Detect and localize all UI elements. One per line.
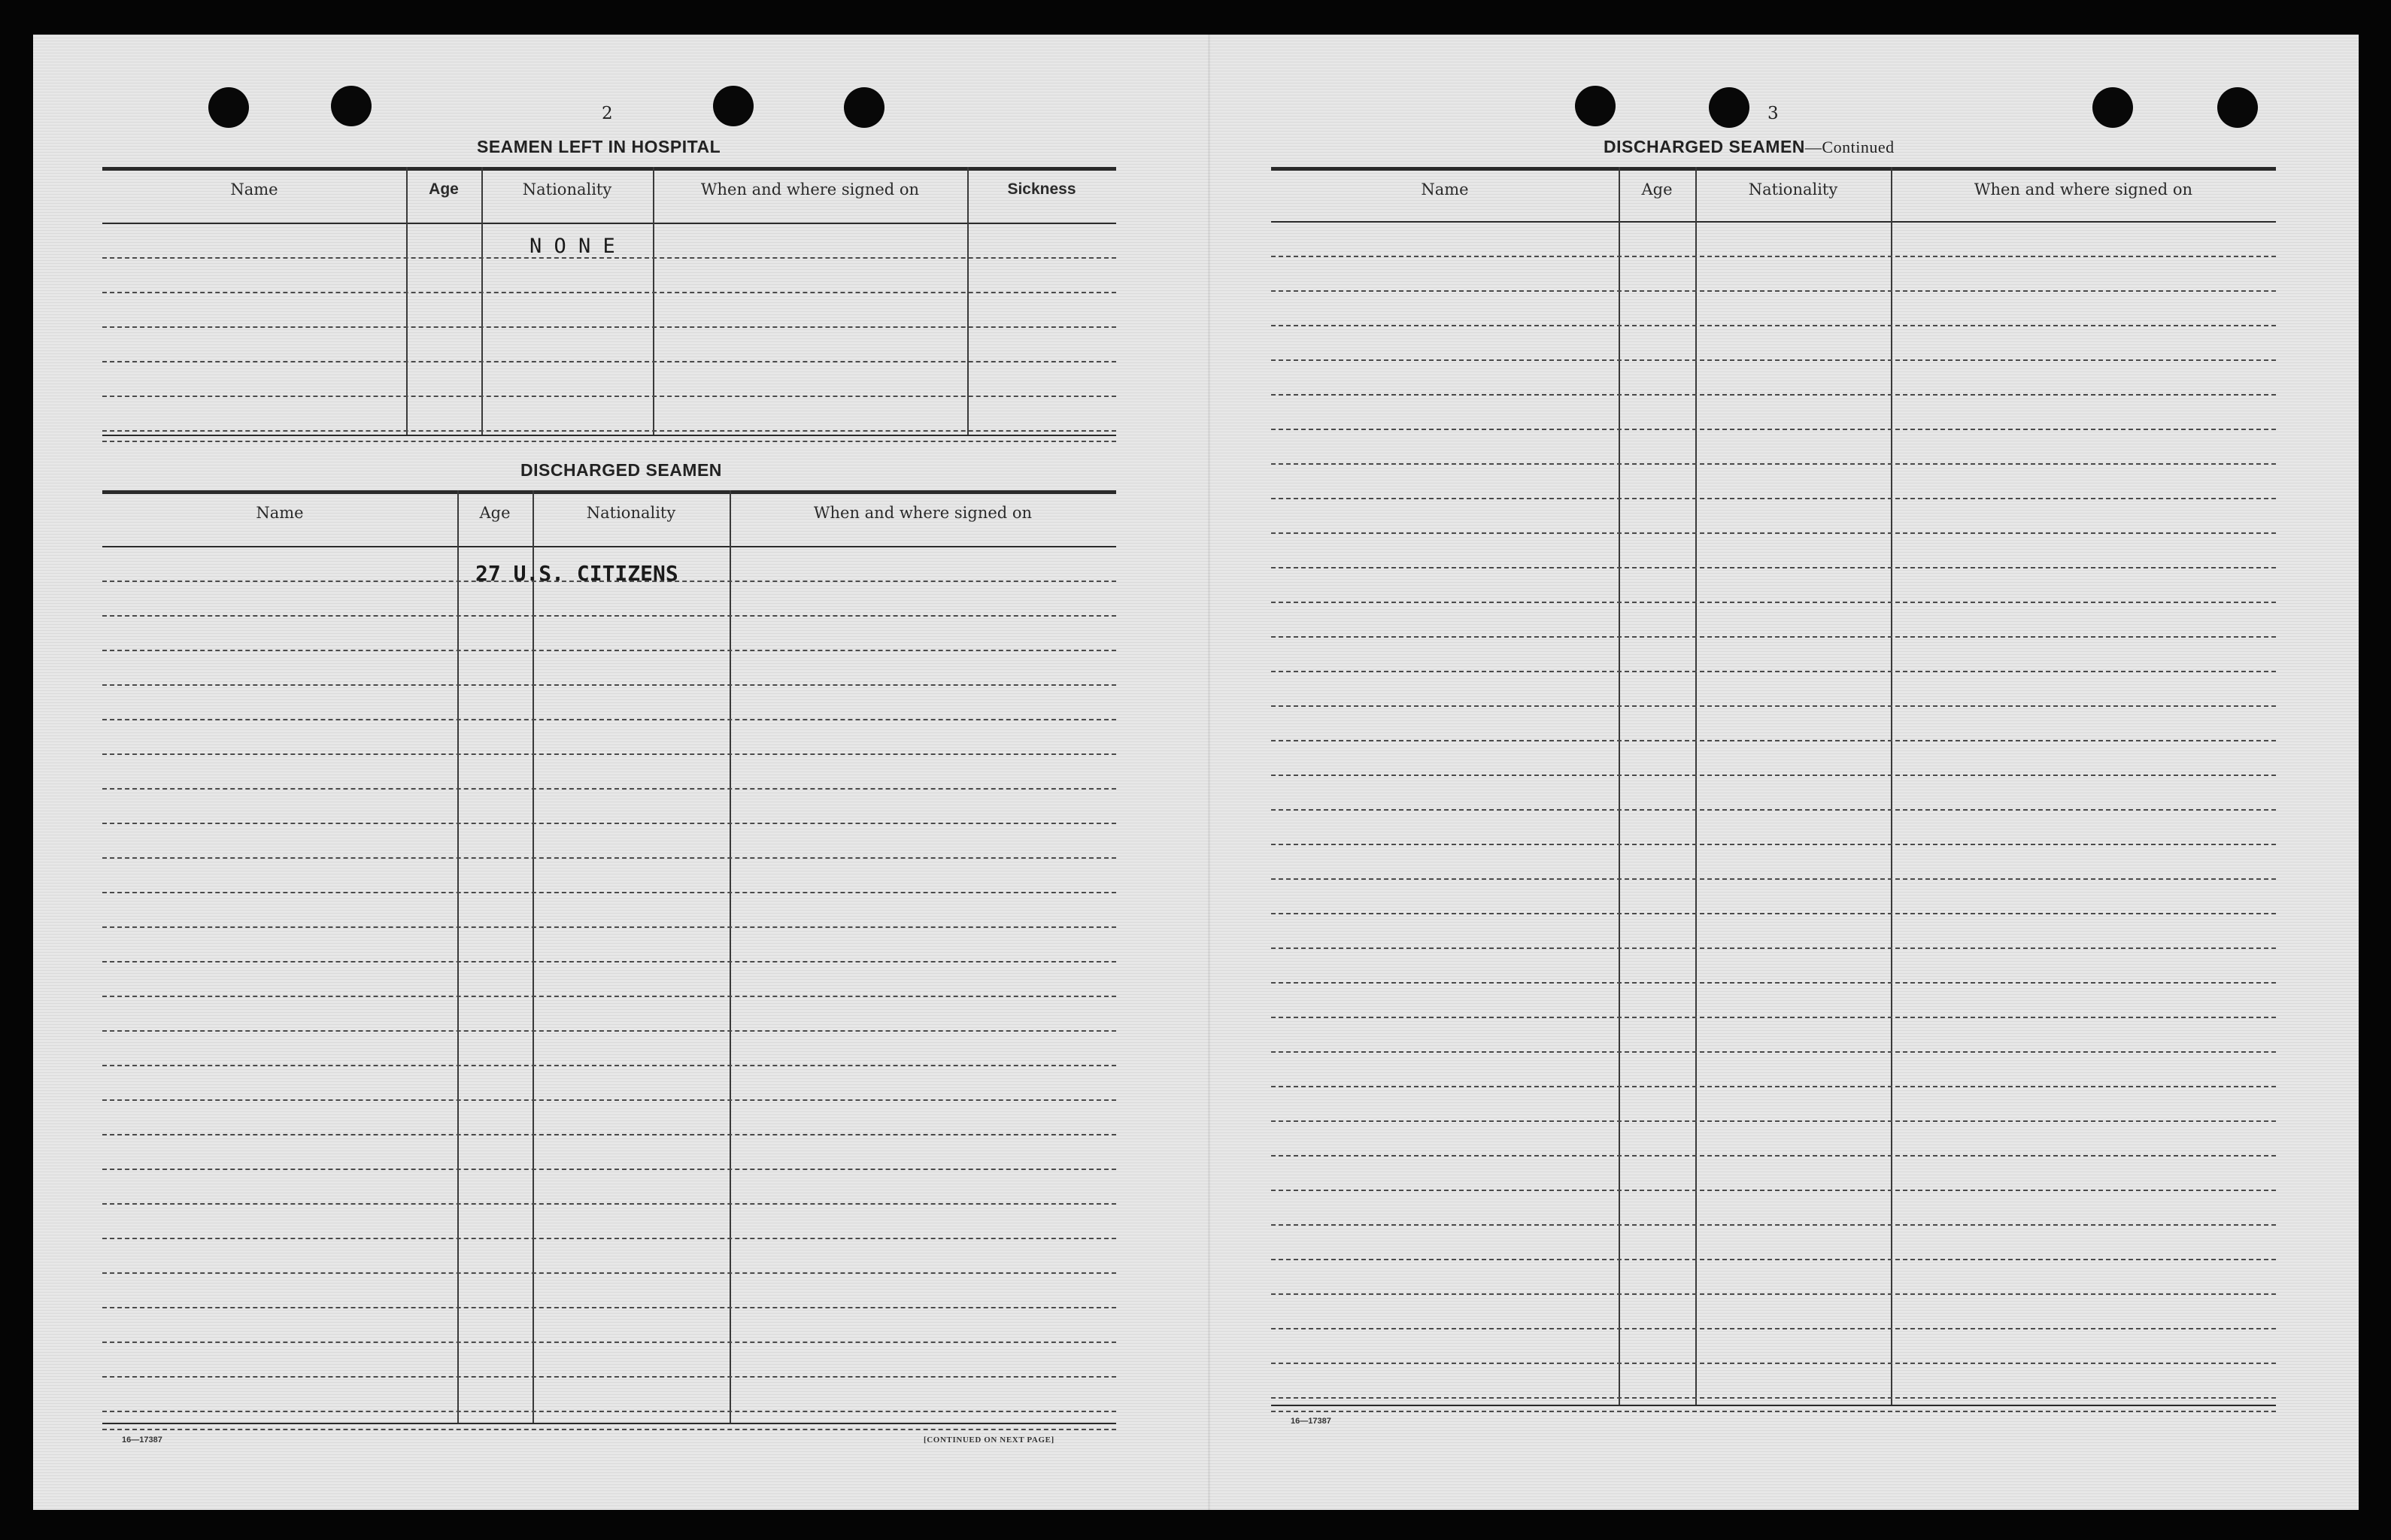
row-rule — [1271, 1224, 2276, 1226]
table-top-rule — [102, 490, 1116, 494]
column-divider — [457, 490, 459, 1423]
row-rule — [1271, 463, 2276, 465]
row-rule — [1271, 359, 2276, 361]
table-bottom-rule — [102, 1429, 1116, 1430]
column-divider — [1619, 167, 1620, 1405]
row-rule — [1271, 1051, 2276, 1053]
column-header: Age — [1641, 180, 1673, 199]
row-rule — [102, 326, 1116, 328]
row-rule — [102, 430, 1116, 432]
punch-hole — [2217, 87, 2258, 128]
row-rule — [1271, 878, 2276, 880]
row-rule — [102, 1099, 1116, 1101]
column-header: Name — [1421, 180, 1469, 199]
row-rule — [1271, 809, 2276, 811]
row-rule — [1271, 1259, 2276, 1260]
punch-hole — [713, 86, 754, 126]
row-rule — [1271, 982, 2276, 984]
row-rule — [102, 292, 1116, 293]
row-rule — [1271, 290, 2276, 292]
row-rule — [1271, 1328, 2276, 1329]
row-rule — [102, 1341, 1116, 1343]
table-bottom-rule — [1271, 1405, 2276, 1406]
row-rule — [102, 1238, 1116, 1239]
continued-title-suffix: —Continued — [1804, 138, 1895, 156]
row-rule — [1271, 567, 2276, 568]
punch-hole — [844, 87, 884, 128]
row-rule — [102, 1272, 1116, 1274]
page-fold — [1208, 35, 1210, 1510]
row-rule — [1271, 1363, 2276, 1364]
row-rule — [102, 684, 1116, 686]
table-top-rule — [102, 167, 1116, 171]
row-rule — [102, 857, 1116, 859]
row-rule — [1271, 1086, 2276, 1087]
row-rule — [1271, 775, 2276, 776]
column-header: Name — [230, 180, 278, 199]
column-header: When and where signed on — [1974, 180, 2193, 199]
punch-hole — [208, 87, 249, 128]
row-rule — [102, 650, 1116, 651]
punch-hole — [1709, 87, 1749, 128]
column-divider — [406, 167, 408, 435]
row-rule — [102, 892, 1116, 893]
row-rule — [102, 396, 1116, 397]
continued-section-title — [1604, 137, 1895, 157]
row-rule — [102, 1065, 1116, 1066]
row-rule — [1271, 636, 2276, 638]
column-header: Age — [479, 504, 511, 522]
hospital-typed-entry: N O N E — [529, 235, 615, 258]
column-header: When and where signed on — [700, 180, 920, 199]
row-rule — [1271, 394, 2276, 396]
column-divider — [481, 167, 483, 435]
row-rule — [102, 1411, 1116, 1412]
header-rule — [1271, 221, 2276, 223]
column-divider — [533, 490, 534, 1423]
row-rule — [102, 996, 1116, 997]
header-rule — [102, 223, 1116, 224]
column-divider — [1695, 167, 1697, 1405]
row-rule — [102, 926, 1116, 928]
column-header: Sickness — [1007, 180, 1076, 198]
column-divider — [967, 167, 969, 435]
row-rule — [1271, 844, 2276, 845]
column-header: Nationality — [586, 504, 676, 522]
form-number-right: 16—17387 — [1291, 1417, 1331, 1426]
row-rule — [1271, 602, 2276, 603]
row-rule — [102, 1376, 1116, 1378]
discharged-section-title: DISCHARGED SEAMEN — [520, 460, 722, 480]
row-rule — [1271, 705, 2276, 707]
column-divider — [653, 167, 654, 435]
column-header: Nationality — [1748, 180, 1838, 199]
row-rule — [102, 1203, 1116, 1205]
row-rule — [102, 615, 1116, 617]
row-rule — [1271, 498, 2276, 499]
punch-hole — [331, 86, 372, 126]
column-header: Age — [429, 180, 459, 198]
table-bottom-rule — [102, 435, 1116, 436]
row-rule — [1271, 1397, 2276, 1399]
table-bottom-rule — [102, 1423, 1116, 1424]
discharged-typed-entry: 27 U.S. CITIZENS — [475, 561, 678, 586]
column-header: When and where signed on — [813, 504, 1033, 522]
table-bottom-rule — [1271, 1411, 2276, 1412]
row-rule — [1271, 740, 2276, 741]
row-rule — [102, 823, 1116, 824]
row-rule — [1271, 671, 2276, 672]
punch-hole — [1575, 86, 1616, 126]
table-bottom-rule — [102, 441, 1116, 442]
row-rule — [102, 361, 1116, 362]
row-rule — [1271, 532, 2276, 534]
column-divider — [1891, 167, 1892, 1405]
row-rule — [1271, 1120, 2276, 1122]
hospital-section-title: SEAMEN LEFT IN HOSPITAL — [477, 137, 721, 156]
row-rule — [1271, 256, 2276, 257]
form-number-left: 16—17387 — [122, 1435, 162, 1445]
column-divider — [730, 490, 731, 1423]
row-rule — [1271, 1017, 2276, 1018]
continued-title-main: DISCHARGED SEAMEN — [1604, 137, 1805, 156]
page-number-left: 2 — [602, 104, 613, 123]
column-header: Nationality — [522, 180, 612, 199]
row-rule — [1271, 1190, 2276, 1191]
row-rule — [102, 753, 1116, 755]
row-rule — [1271, 1155, 2276, 1157]
row-rule — [102, 1307, 1116, 1308]
continued-note: [CONTINUED ON NEXT PAGE] — [924, 1435, 1054, 1445]
row-rule — [102, 1169, 1116, 1170]
row-rule — [102, 788, 1116, 790]
punch-hole — [2092, 87, 2133, 128]
row-rule — [1271, 947, 2276, 949]
table-top-rule — [1271, 167, 2276, 171]
header-rule — [102, 546, 1116, 547]
row-rule — [1271, 325, 2276, 326]
row-rule — [102, 1134, 1116, 1135]
row-rule — [1271, 913, 2276, 914]
row-rule — [102, 961, 1116, 962]
page-number-right: 3 — [1767, 104, 1779, 123]
column-header: Name — [256, 504, 304, 522]
row-rule — [102, 1030, 1116, 1032]
row-rule — [1271, 1293, 2276, 1295]
row-rule — [1271, 429, 2276, 430]
document-sheet — [33, 35, 2359, 1510]
row-rule — [102, 719, 1116, 720]
